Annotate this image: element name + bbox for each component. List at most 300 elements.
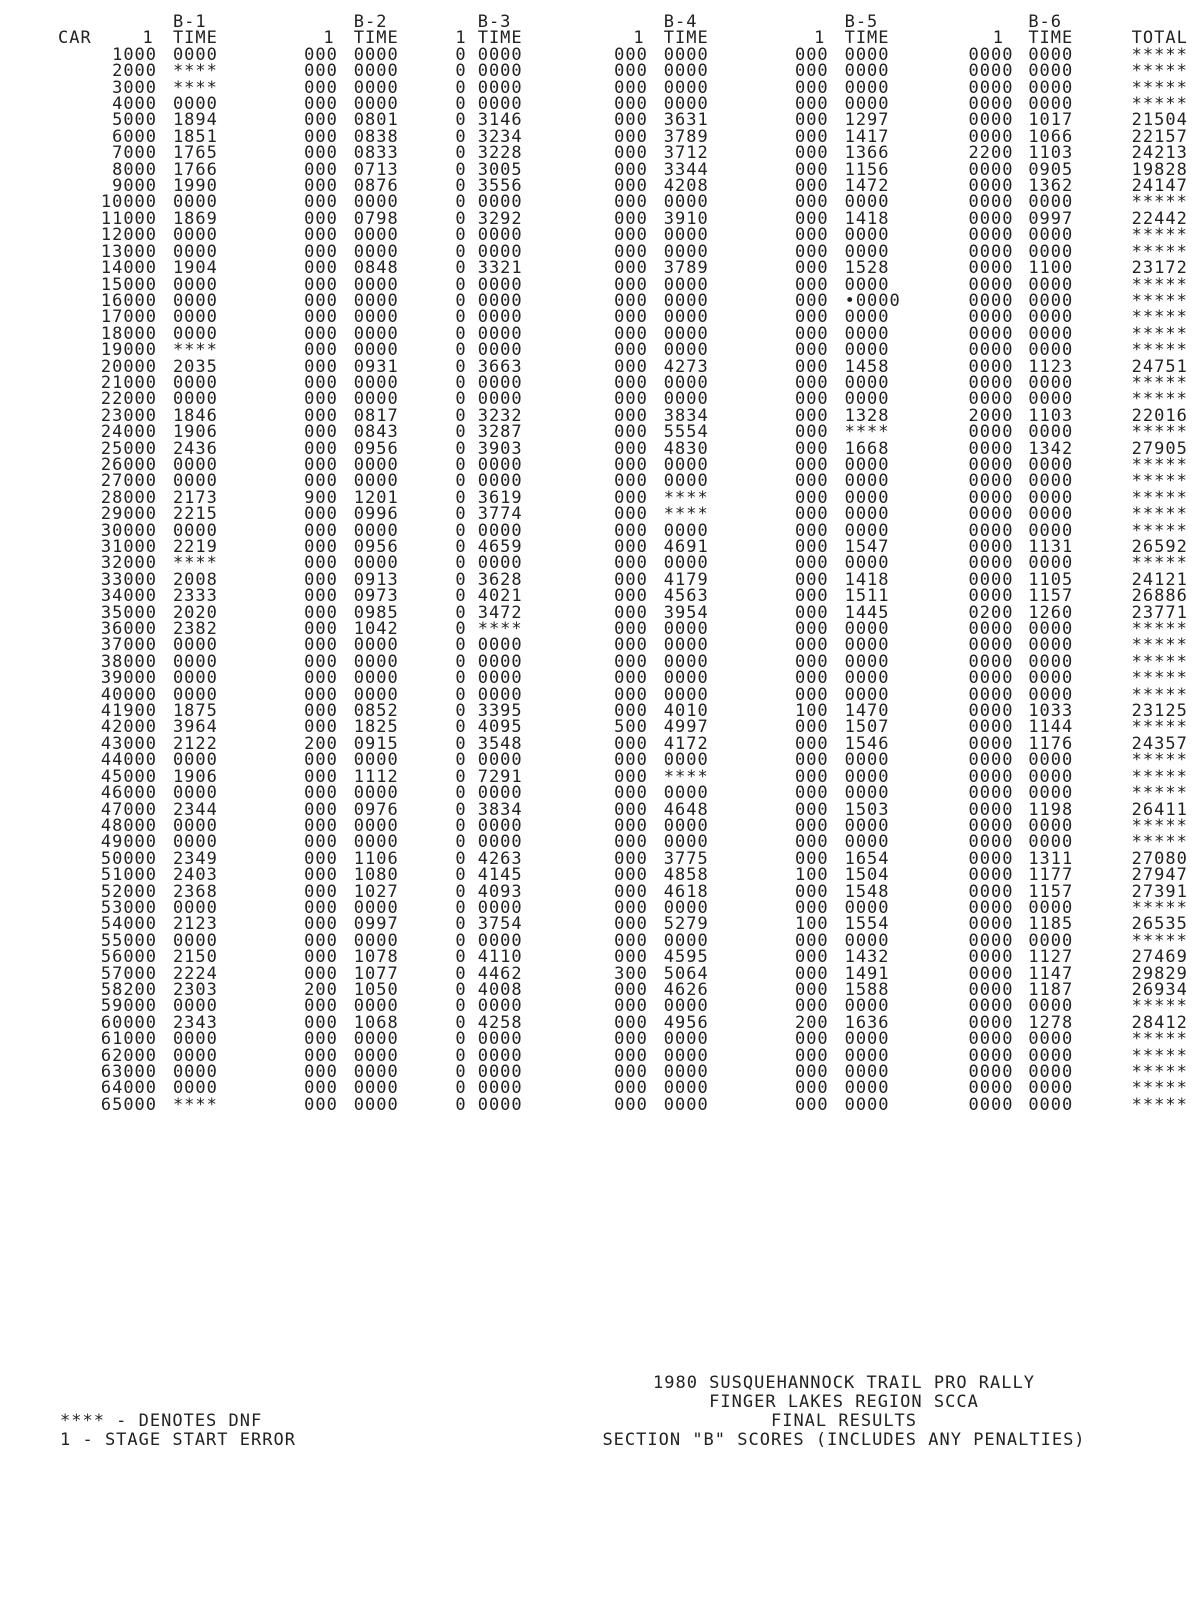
stage-time-cell: 0000 bbox=[172, 290, 218, 311]
stage-time-cell: 0000 bbox=[663, 192, 709, 213]
stage-error-cell: 000 bbox=[123, 537, 158, 557]
stage-time-cell: 0000 bbox=[663, 651, 709, 672]
stage-time-cell: 0000 bbox=[663, 307, 709, 328]
stage-time-cell: 3619 bbox=[477, 487, 523, 508]
total-cell: ***** bbox=[1131, 77, 1188, 98]
stage-time-cell: 0000 bbox=[663, 44, 709, 65]
stage-time-cell: 1990 bbox=[172, 176, 218, 197]
stage-error-cell: 000 bbox=[614, 44, 648, 65]
stage-error-cell: 000 bbox=[794, 569, 829, 590]
stage-time-cell: 0000 bbox=[353, 684, 399, 705]
total-cell: ***** bbox=[1131, 750, 1188, 771]
stage-time-cell: 4273 bbox=[663, 356, 709, 377]
error-column-header: 1 bbox=[455, 28, 467, 49]
stage-time-cell: 0000 bbox=[477, 684, 523, 705]
stage-time-cell: 0000 bbox=[477, 307, 523, 328]
stage-error-cell: 000 bbox=[794, 537, 829, 557]
car-number: 2 bbox=[112, 61, 124, 82]
stage-time-cell: 1131 bbox=[1028, 537, 1074, 557]
stage-error-cell: 000 bbox=[304, 881, 338, 902]
stage-time-cell: 2403 bbox=[172, 865, 218, 886]
stage-error-cell: 0 bbox=[455, 979, 467, 1000]
car-number: 48 bbox=[100, 815, 124, 836]
total-cell: 23771 bbox=[1131, 602, 1188, 623]
stage-time-cell: 3910 bbox=[663, 208, 709, 229]
stage-error-cell: 000 bbox=[123, 750, 158, 771]
stage-error-cell: 0 bbox=[455, 471, 467, 492]
stage-time-cell: 1077 bbox=[353, 963, 399, 984]
stage-error-cell: 000 bbox=[123, 405, 158, 426]
stage-time-cell: 3628 bbox=[477, 569, 523, 590]
stage-time-cell: 0000 bbox=[353, 241, 399, 262]
stage-time-cell: 1511 bbox=[844, 586, 890, 607]
stage-error-cell: 0000 bbox=[968, 389, 1014, 410]
stage-time-cell: 4110 bbox=[477, 947, 523, 968]
total-cell: 27469 bbox=[1131, 947, 1188, 968]
stage-error-cell: 0000 bbox=[968, 537, 1014, 557]
stage-time-cell: 1342 bbox=[1028, 438, 1074, 459]
stage-time-cell: 0000 bbox=[844, 1062, 890, 1082]
total-cell: ***** bbox=[1131, 241, 1188, 262]
stage-time-cell: 0000 bbox=[844, 1045, 890, 1066]
total-cell: ***** bbox=[1131, 1094, 1188, 1115]
stage-error-cell: 000 bbox=[614, 323, 648, 344]
stage-error-cell: 000 bbox=[304, 635, 338, 656]
stage-error-cell: 0000 bbox=[968, 897, 1014, 918]
stage-time-cell: 3005 bbox=[477, 159, 523, 180]
stage-error-cell: 000 bbox=[304, 307, 338, 328]
stage-time-cell: 0000 bbox=[1028, 619, 1074, 640]
total-cell: ***** bbox=[1131, 1062, 1188, 1082]
stage-header-b4: B-4 bbox=[663, 12, 698, 32]
stage-error-cell: 000 bbox=[304, 44, 338, 65]
stage-time-cell: 0000 bbox=[353, 635, 399, 656]
stage-time-cell: 0000 bbox=[353, 897, 399, 918]
stage-error-cell: 000 bbox=[304, 192, 338, 213]
stage-time-cell: 0000 bbox=[172, 520, 218, 541]
stage-time-cell: 1176 bbox=[1028, 733, 1074, 754]
stage-error-cell: 0000 bbox=[968, 176, 1014, 197]
car-number: 40 bbox=[100, 684, 124, 705]
stage-time-cell: 0000 bbox=[172, 192, 218, 213]
stage-error-cell: 000 bbox=[123, 290, 158, 311]
car-number: 33 bbox=[100, 569, 124, 590]
stage-time-cell: 1869 bbox=[172, 208, 218, 229]
total-cell: ***** bbox=[1131, 668, 1188, 689]
total-cell: ***** bbox=[1131, 832, 1188, 853]
stage-time-cell: 0000 bbox=[1028, 897, 1074, 918]
stage-error-cell: 000 bbox=[123, 553, 158, 574]
stage-time-cell: 1418 bbox=[844, 208, 890, 229]
stage-error-cell: 000 bbox=[614, 422, 648, 443]
stage-time-cell: 0713 bbox=[353, 159, 399, 180]
stage-error-cell: 000 bbox=[304, 717, 338, 738]
stage-error-cell: 000 bbox=[614, 389, 648, 410]
stage-time-cell: 0000 bbox=[477, 274, 523, 295]
stage-time-cell: 1157 bbox=[1028, 881, 1074, 902]
stage-time-cell: 0000 bbox=[172, 996, 218, 1017]
stage-error-cell: 000 bbox=[794, 553, 829, 574]
stage-time-cell: 0000 bbox=[844, 454, 890, 475]
stage-error-cell: 0000 bbox=[968, 487, 1014, 508]
stage-time-cell: 0000 bbox=[477, 290, 523, 311]
stage-time-cell: 0000 bbox=[172, 454, 218, 475]
stage-error-cell: 0000 bbox=[968, 110, 1014, 131]
total-cell: ***** bbox=[1131, 61, 1188, 82]
stage-error-cell: 000 bbox=[794, 799, 829, 820]
stage-error-cell: 000 bbox=[614, 865, 648, 886]
stage-error-cell: 000 bbox=[794, 750, 829, 771]
stage-time-cell: 1636 bbox=[844, 1012, 890, 1033]
car-number: 45 bbox=[100, 766, 124, 787]
stage-time-cell: 3631 bbox=[663, 110, 709, 131]
stage-time-cell: 0000 bbox=[663, 930, 709, 951]
stage-time-cell: 0000 bbox=[477, 454, 523, 475]
stage-error-cell: 000 bbox=[123, 717, 158, 738]
stage-error-cell: 000 bbox=[794, 947, 829, 968]
stage-error-cell: 000 bbox=[123, 619, 158, 640]
stage-time-cell: 0000 bbox=[477, 750, 523, 771]
total-cell: 24121 bbox=[1131, 569, 1188, 590]
car-number: 26 bbox=[100, 454, 124, 475]
stage-error-cell: 000 bbox=[794, 208, 829, 229]
stage-error-cell: 000 bbox=[304, 783, 338, 804]
stage-time-cell: 0000 bbox=[844, 1029, 890, 1050]
legend bbox=[60, 1412, 296, 1450]
stage-error-cell: 000 bbox=[794, 290, 829, 311]
car-number: 23 bbox=[100, 405, 124, 426]
stage-error-cell: 000 bbox=[123, 963, 158, 984]
stage-time-cell: 4008 bbox=[477, 979, 523, 1000]
stage-error-cell: 0000 bbox=[968, 717, 1014, 738]
stage-time-cell: 0000 bbox=[844, 520, 890, 541]
stage-error-cell: 000 bbox=[614, 192, 648, 213]
stage-error-cell: 000 bbox=[304, 865, 338, 886]
car-number: 36 bbox=[100, 619, 124, 640]
stage-time-cell: 0833 bbox=[353, 143, 399, 164]
stage-time-cell: 0000 bbox=[477, 930, 523, 951]
stage-time-cell: 0000 bbox=[477, 1045, 523, 1066]
stage-time-cell: 0000 bbox=[353, 274, 399, 295]
stage-error-cell: 000 bbox=[123, 947, 158, 968]
stage-error-cell: 000 bbox=[794, 77, 829, 98]
stage-error-cell: 0000 bbox=[968, 61, 1014, 82]
total-cell: 22016 bbox=[1131, 405, 1188, 426]
stage-error-cell: 000 bbox=[123, 865, 158, 886]
car-number: 29 bbox=[100, 504, 124, 525]
stage-error-cell: 2200 bbox=[968, 143, 1014, 164]
stage-time-cell: 0000 bbox=[663, 77, 709, 98]
stage-time-cell: 1366 bbox=[844, 143, 890, 164]
stage-time-cell: 0000 bbox=[1028, 77, 1074, 98]
car-number: 44 bbox=[100, 750, 124, 771]
stage-error-cell: 000 bbox=[794, 602, 829, 623]
stage-time-cell: 0000 bbox=[663, 1078, 709, 1099]
stage-time-cell: 1105 bbox=[1028, 569, 1074, 590]
stage-error-cell: 0 bbox=[455, 290, 467, 311]
stage-error-cell: 000 bbox=[304, 848, 338, 869]
total-cell: ***** bbox=[1131, 454, 1188, 475]
stage-time-cell: 0000 bbox=[172, 783, 218, 804]
stage-time-cell: 0000 bbox=[844, 553, 890, 574]
stage-error-cell: 000 bbox=[123, 832, 158, 853]
stage-time-cell: 0000 bbox=[353, 340, 399, 361]
stage-error-cell: 0 bbox=[455, 783, 467, 804]
error-column-header: 1 bbox=[323, 28, 335, 49]
stage-time-cell: 1100 bbox=[1028, 258, 1074, 279]
stage-time-cell: 0000 bbox=[353, 1062, 399, 1082]
stage-error-cell: 000 bbox=[123, 372, 158, 393]
stage-error-cell: 000 bbox=[614, 504, 648, 525]
report-title-block bbox=[548, 1374, 1140, 1450]
stage-error-cell: 000 bbox=[614, 405, 648, 426]
stage-time-cell: 0838 bbox=[353, 126, 399, 147]
stage-time-cell: 0000 bbox=[844, 77, 890, 98]
stage-time-cell: 0000 bbox=[477, 241, 523, 262]
stage-error-cell: 0 bbox=[455, 372, 467, 393]
stage-error-cell: 000 bbox=[123, 914, 158, 935]
stage-error-cell: 000 bbox=[123, 340, 158, 361]
car-number: 42 bbox=[100, 717, 124, 738]
stage-time-cell: 0000 bbox=[353, 651, 399, 672]
stage-error-cell: 000 bbox=[614, 537, 648, 557]
stage-time-cell: 0000 bbox=[1028, 553, 1074, 574]
stage-error-cell: 000 bbox=[794, 241, 829, 262]
stage-time-cell: 1507 bbox=[844, 717, 890, 738]
stage-time-cell: 0000 bbox=[663, 372, 709, 393]
stage-error-cell: 0000 bbox=[968, 307, 1014, 328]
car-number: 14 bbox=[100, 258, 124, 279]
car-number: 57 bbox=[100, 963, 124, 984]
stage-error-cell: 0 bbox=[455, 389, 467, 410]
stage-time-cell: 0000 bbox=[353, 520, 399, 541]
stage-time-cell: 1103 bbox=[1028, 405, 1074, 426]
stage-time-cell: 0000 bbox=[353, 454, 399, 475]
car-number: 38 bbox=[100, 651, 124, 672]
stage-time-cell: 0000 bbox=[353, 1094, 399, 1115]
stage-time-cell: 0848 bbox=[353, 258, 399, 279]
stage-error-cell: 0000 bbox=[968, 77, 1014, 98]
stage-error-cell: 0000 bbox=[968, 651, 1014, 672]
stage-error-cell: 000 bbox=[304, 1029, 338, 1050]
stage-error-cell: 000 bbox=[614, 159, 648, 180]
stage-time-cell: 1103 bbox=[1028, 143, 1074, 164]
stage-time-cell: 0000 bbox=[844, 668, 890, 689]
stage-error-cell: 000 bbox=[794, 635, 829, 656]
total-cell: ***** bbox=[1131, 1045, 1188, 1066]
total-cell: ***** bbox=[1131, 1029, 1188, 1050]
stage-error-cell: 000 bbox=[123, 569, 158, 590]
stage-error-cell: 0000 bbox=[968, 454, 1014, 475]
stage-time-cell: 0000 bbox=[663, 471, 709, 492]
car-number: 5 bbox=[112, 110, 124, 131]
stage-time-cell: 0000 bbox=[1028, 815, 1074, 836]
stage-error-cell: 000 bbox=[794, 471, 829, 492]
stage-error-cell: 000 bbox=[614, 487, 648, 508]
stage-error-cell: 000 bbox=[304, 947, 338, 968]
car-number: 64 bbox=[100, 1078, 124, 1099]
stage-error-cell: 000 bbox=[304, 619, 338, 640]
stage-error-cell: 000 bbox=[304, 422, 338, 443]
stage-time-cell: 0000 bbox=[172, 323, 218, 344]
stage-time-cell: 3228 bbox=[477, 143, 523, 164]
stage-time-cell: 0000 bbox=[353, 1029, 399, 1050]
stage-error-cell: 000 bbox=[123, 1045, 158, 1066]
stage-time-cell: 0000 bbox=[844, 750, 890, 771]
stage-time-cell: 3146 bbox=[477, 110, 523, 131]
stage-time-cell: 1078 bbox=[353, 947, 399, 968]
stage-error-cell: 000 bbox=[304, 356, 338, 377]
total-cell: ***** bbox=[1131, 635, 1188, 656]
stage-error-cell: 000 bbox=[614, 471, 648, 492]
stage-error-cell: 0000 bbox=[968, 126, 1014, 147]
stage-time-cell: 4830 bbox=[663, 438, 709, 459]
stage-error-cell: 000 bbox=[794, 668, 829, 689]
stage-error-cell: 000 bbox=[794, 832, 829, 853]
stage-error-cell: 0000 bbox=[968, 930, 1014, 951]
stage-time-cell: 3548 bbox=[477, 733, 523, 754]
stage-error-cell: 000 bbox=[794, 454, 829, 475]
stage-time-cell: 0000 bbox=[1028, 274, 1074, 295]
stage-time-cell: 1027 bbox=[353, 881, 399, 902]
stage-error-cell: 000 bbox=[304, 701, 338, 722]
stage-error-cell: 000 bbox=[794, 126, 829, 147]
stage-error-cell: 000 bbox=[123, 1078, 158, 1099]
stage-error-cell: 000 bbox=[123, 159, 158, 180]
stage-error-cell: 000 bbox=[794, 258, 829, 279]
car-number: 62 bbox=[100, 1045, 124, 1066]
stage-error-cell: 0000 bbox=[968, 799, 1014, 820]
stage-time-cell: 3834 bbox=[477, 799, 523, 820]
stage-time-cell: 0000 bbox=[172, 832, 218, 853]
stage-error-cell: 000 bbox=[614, 1045, 648, 1066]
stage-time-cell: 0000 bbox=[477, 1029, 523, 1050]
stage-error-cell: 000 bbox=[614, 651, 648, 672]
stage-time-cell: 0000 bbox=[844, 766, 890, 787]
stage-time-cell: 1765 bbox=[172, 143, 218, 164]
stage-error-cell: 000 bbox=[614, 1012, 648, 1033]
stage-error-cell: 000 bbox=[794, 897, 829, 918]
stage-time-cell: 0000 bbox=[844, 930, 890, 951]
stage-time-cell: 0000 bbox=[172, 389, 218, 410]
stage-time-cell: 2123 bbox=[172, 914, 218, 935]
stage-time-cell: 3232 bbox=[477, 405, 523, 426]
stage-time-cell: 3344 bbox=[663, 159, 709, 180]
stage-error-cell: 000 bbox=[123, 208, 158, 229]
stage-time-cell: 0000 bbox=[1028, 1029, 1074, 1050]
stage-time-cell: 1417 bbox=[844, 126, 890, 147]
stage-time-cell: 0000 bbox=[1028, 372, 1074, 393]
stage-time-cell: 0000 bbox=[172, 750, 218, 771]
stage-time-cell: 0000 bbox=[844, 487, 890, 508]
stage-time-cell: 4659 bbox=[477, 537, 523, 557]
stage-error-cell: 000 bbox=[794, 586, 829, 607]
stage-error-cell: 000 bbox=[304, 405, 338, 426]
total-cell: 21504 bbox=[1131, 110, 1188, 131]
stage-time-cell: 0000 bbox=[172, 651, 218, 672]
table-row bbox=[58, 1097, 1200, 1113]
stage-error-cell: 0 bbox=[455, 77, 467, 98]
stage-error-cell: 0 bbox=[455, 323, 467, 344]
total-cell: ***** bbox=[1131, 471, 1188, 492]
stage-time-cell: 0000 bbox=[663, 290, 709, 311]
total-cell: 22157 bbox=[1131, 126, 1188, 147]
stage-error-cell: 000 bbox=[304, 553, 338, 574]
stage-error-cell: 000 bbox=[123, 881, 158, 902]
stage-error-cell: 0000 bbox=[968, 159, 1014, 180]
stage-time-cell: 0000 bbox=[477, 783, 523, 804]
stage-error-cell: 0 bbox=[455, 225, 467, 246]
stage-time-cell: 0000 bbox=[1028, 225, 1074, 246]
stage-error-cell: 900 bbox=[123, 701, 158, 722]
stage-time-cell: 0000 bbox=[1028, 241, 1074, 262]
stage-error-cell: 0000 bbox=[968, 979, 1014, 1000]
stage-time-cell: 0000 bbox=[663, 996, 709, 1017]
stage-time-cell: 1042 bbox=[353, 619, 399, 640]
car-number: 49 bbox=[100, 832, 124, 853]
stage-error-cell: 0 bbox=[455, 520, 467, 541]
stage-time-cell: 0000 bbox=[477, 668, 523, 689]
stage-error-cell: 000 bbox=[794, 1029, 829, 1050]
stage-error-cell: 000 bbox=[794, 225, 829, 246]
stage-error-cell: 0 bbox=[455, 602, 467, 623]
stage-error-cell: 000 bbox=[614, 586, 648, 607]
stage-error-cell: 000 bbox=[794, 372, 829, 393]
stage-error-cell: 0 bbox=[455, 110, 467, 131]
stage-time-cell: 2173 bbox=[172, 487, 218, 508]
stage-error-cell: 0000 bbox=[968, 192, 1014, 213]
stage-time-cell: 0000 bbox=[1028, 454, 1074, 475]
total-cell: ***** bbox=[1131, 815, 1188, 836]
car-number: 41 bbox=[100, 701, 124, 722]
stage-time-cell: 3954 bbox=[663, 602, 709, 623]
stage-time-cell: 0000 bbox=[1028, 422, 1074, 443]
stage-error-cell: 000 bbox=[614, 1062, 648, 1082]
stage-error-cell: 000 bbox=[614, 848, 648, 869]
report-subtitle: FINAL RESULTS bbox=[770, 1411, 918, 1431]
stage-time-cell: 0000 bbox=[172, 930, 218, 951]
stage-time-cell: 2368 bbox=[172, 881, 218, 902]
stage-error-cell: 000 bbox=[304, 176, 338, 197]
stage-error-cell: 0000 bbox=[968, 504, 1014, 525]
stage-error-cell: 000 bbox=[794, 996, 829, 1017]
stage-error-cell: 0 bbox=[455, 635, 467, 656]
stage-time-cell: 0000 bbox=[663, 61, 709, 82]
car-number: 10 bbox=[100, 192, 124, 213]
stage-time-cell: 0000 bbox=[353, 930, 399, 951]
stage-time-cell: 1278 bbox=[1028, 1012, 1074, 1033]
stage-time-cell: 0000 bbox=[172, 241, 218, 262]
car-number: 24 bbox=[100, 422, 124, 443]
total-cell: ***** bbox=[1131, 290, 1188, 311]
stage-error-cell: 0000 bbox=[968, 553, 1014, 574]
car-number: 1 bbox=[112, 44, 124, 65]
stage-time-cell: 1050 bbox=[353, 979, 399, 1000]
stage-error-cell: 000 bbox=[614, 1078, 648, 1099]
stage-error-cell: 0 bbox=[455, 930, 467, 951]
stage-header-b5: B-5 bbox=[844, 12, 879, 32]
stage-time-cell: 0000 bbox=[663, 668, 709, 689]
stage-time-cell: 1851 bbox=[172, 126, 218, 147]
stage-error-cell: 0 bbox=[455, 274, 467, 295]
stage-time-cell: 1147 bbox=[1028, 963, 1074, 984]
stage-time-cell: 0000 bbox=[1028, 750, 1074, 771]
total-cell: 26934 bbox=[1131, 979, 1188, 1000]
stage-error-cell: 0000 bbox=[968, 1012, 1014, 1033]
stage-error-cell: 000 bbox=[123, 799, 158, 820]
stage-time-cell: 1766 bbox=[172, 159, 218, 180]
stage-error-cell: 000 bbox=[614, 1029, 648, 1050]
